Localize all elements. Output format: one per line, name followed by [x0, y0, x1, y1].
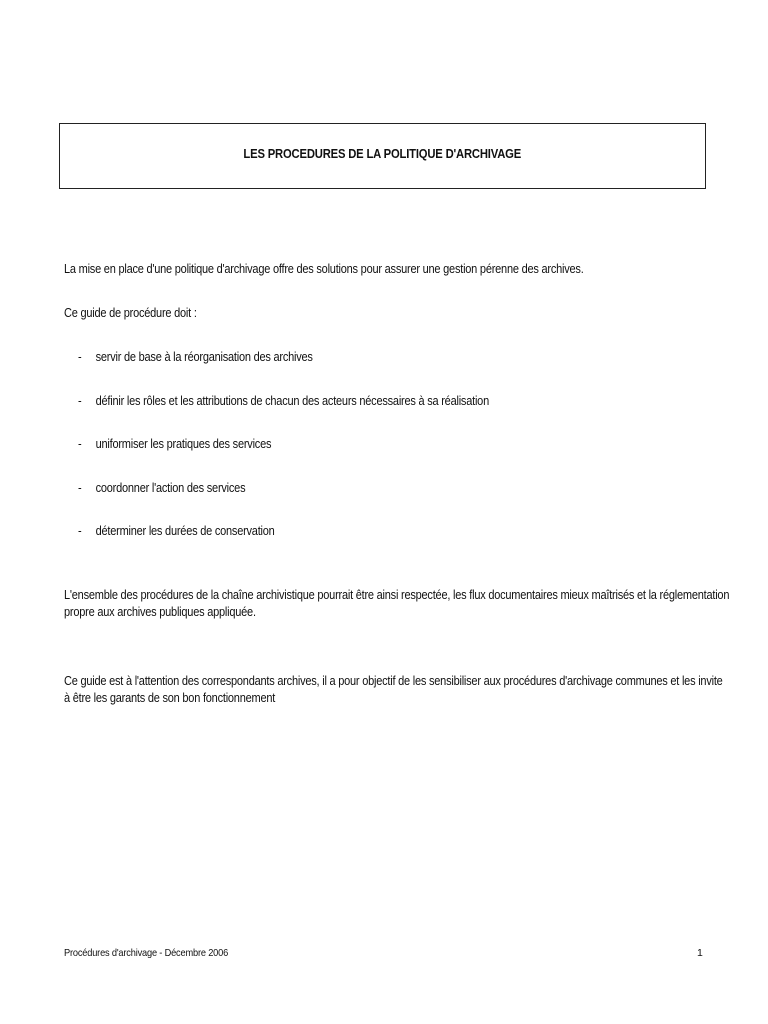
objectives-list: [78, 349, 545, 567]
guide-lead: Ce guide de procédure doit :: [64, 306, 197, 320]
list-item: [78, 349, 489, 393]
list-item: [78, 480, 489, 524]
list-item: [78, 393, 489, 437]
page-number: 1: [697, 947, 703, 959]
paragraph-2-line-1: L'ensemble des procédures de la chaîne archivistique pourrait être ainsi respectée, les flux documentaires mieux maîtrisés et la réglementation: [64, 588, 730, 602]
paragraph-3-line-2: à être les garants de son bon fonctionnement: [64, 691, 276, 705]
list-item-text: servir de base à la réorganisation des archives: [95, 350, 313, 364]
list-bullet: -: [78, 524, 82, 538]
list-item-text: déterminer les durées de conservation: [95, 524, 275, 538]
list-item: [78, 523, 489, 567]
list-item-text: uniformiser les pratiques des services: [95, 437, 272, 451]
paragraph-2-line-2: propre aux archives publiques appliquée.: [64, 605, 256, 619]
paragraph-2: [64, 587, 729, 621]
list-item: [78, 436, 489, 480]
title-box: [59, 123, 706, 189]
paragraph-3: [64, 673, 723, 707]
intro-paragraph: La mise en place d'une politique d'archivage offre des solutions pour assurer une gestion pérenne des archives.: [64, 262, 584, 276]
list-bullet: -: [78, 480, 82, 495]
paragraph-3-line-1: Ce guide est à l'attention des correspondants archives, il a pour objectif de les sensibiliser aux procédures d'archivage communes et les invite: [64, 674, 723, 688]
list-item-text: définir les rôles et les attributions de chacun des acteurs nécessaires à sa réalisation: [95, 393, 489, 408]
list-item-text: coordonner l'action des services: [95, 480, 246, 495]
list-bullet: -: [78, 393, 82, 408]
document-title: LES PROCEDURES DE LA POLITIQUE D'ARCHIVAGE: [243, 147, 522, 161]
list-bullet: -: [78, 437, 82, 451]
list-bullet: -: [78, 350, 82, 364]
footer-text: Procédures d'archivage - Décembre 2006: [64, 947, 229, 959]
